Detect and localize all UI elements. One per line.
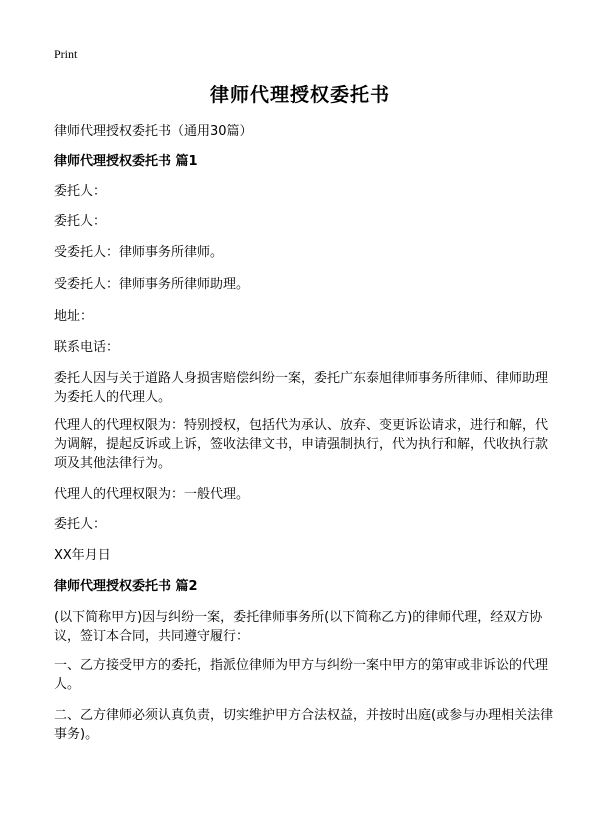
paragraph: 委托人：	[54, 184, 107, 199]
document-subtitle: 律师代理授权委托书（通用30篇）	[54, 124, 253, 139]
paragraph: XX年月日	[54, 548, 111, 563]
paragraph: 二、乙方律师必须认真负责，切实维护甲方合法权益，并按时出庭(或参与办理相关法律事务)。	[54, 708, 554, 742]
paragraph: 联系电话：	[54, 340, 120, 355]
paragraph: 代理人的代理权限为：特别授权，包括代为承认、放弃、变更诉讼请求，进行和解，代为调解，提起反诉或上诉，签收法律文书，申请强制执行，代为执行和解，代收执行款项及其他法律行为。	[54, 418, 549, 471]
paragraph: 委托人：	[54, 214, 107, 229]
document-title: 律师代理授权委托书	[209, 84, 390, 106]
section2-heading: 律师代理授权委托书 篇2	[54, 579, 198, 594]
section1-heading: 律师代理授权委托书 篇1	[54, 154, 198, 169]
paragraph: 受委托人：律师事务所律师。	[54, 245, 224, 260]
paragraph: 受委托人：律师事务所律师助理。	[54, 277, 250, 292]
paragraph: 地址：	[54, 309, 94, 324]
paragraph: 委托人因与关于道路人身损害赔偿纠纷一案，委托广东泰旭律师事务所律师、律师助理为委托人的代理人。	[54, 371, 549, 405]
paragraph: 代理人的代理权限为：一般代理。	[54, 487, 250, 502]
paragraph: 委托人：	[54, 517, 107, 532]
paragraph: 一、乙方接受甲方的委托，指派位律师为甲方与纠纷一案中甲方的第审或非诉讼的代理人。	[54, 658, 549, 692]
paragraph: (以下简称甲方)因与纠纷一案，委托律师事务所(以下简称乙方)的律师代理，经双方协议，签订本合同，共同遵守履行：	[54, 610, 543, 644]
print-link[interactable]: Print	[54, 47, 78, 61]
